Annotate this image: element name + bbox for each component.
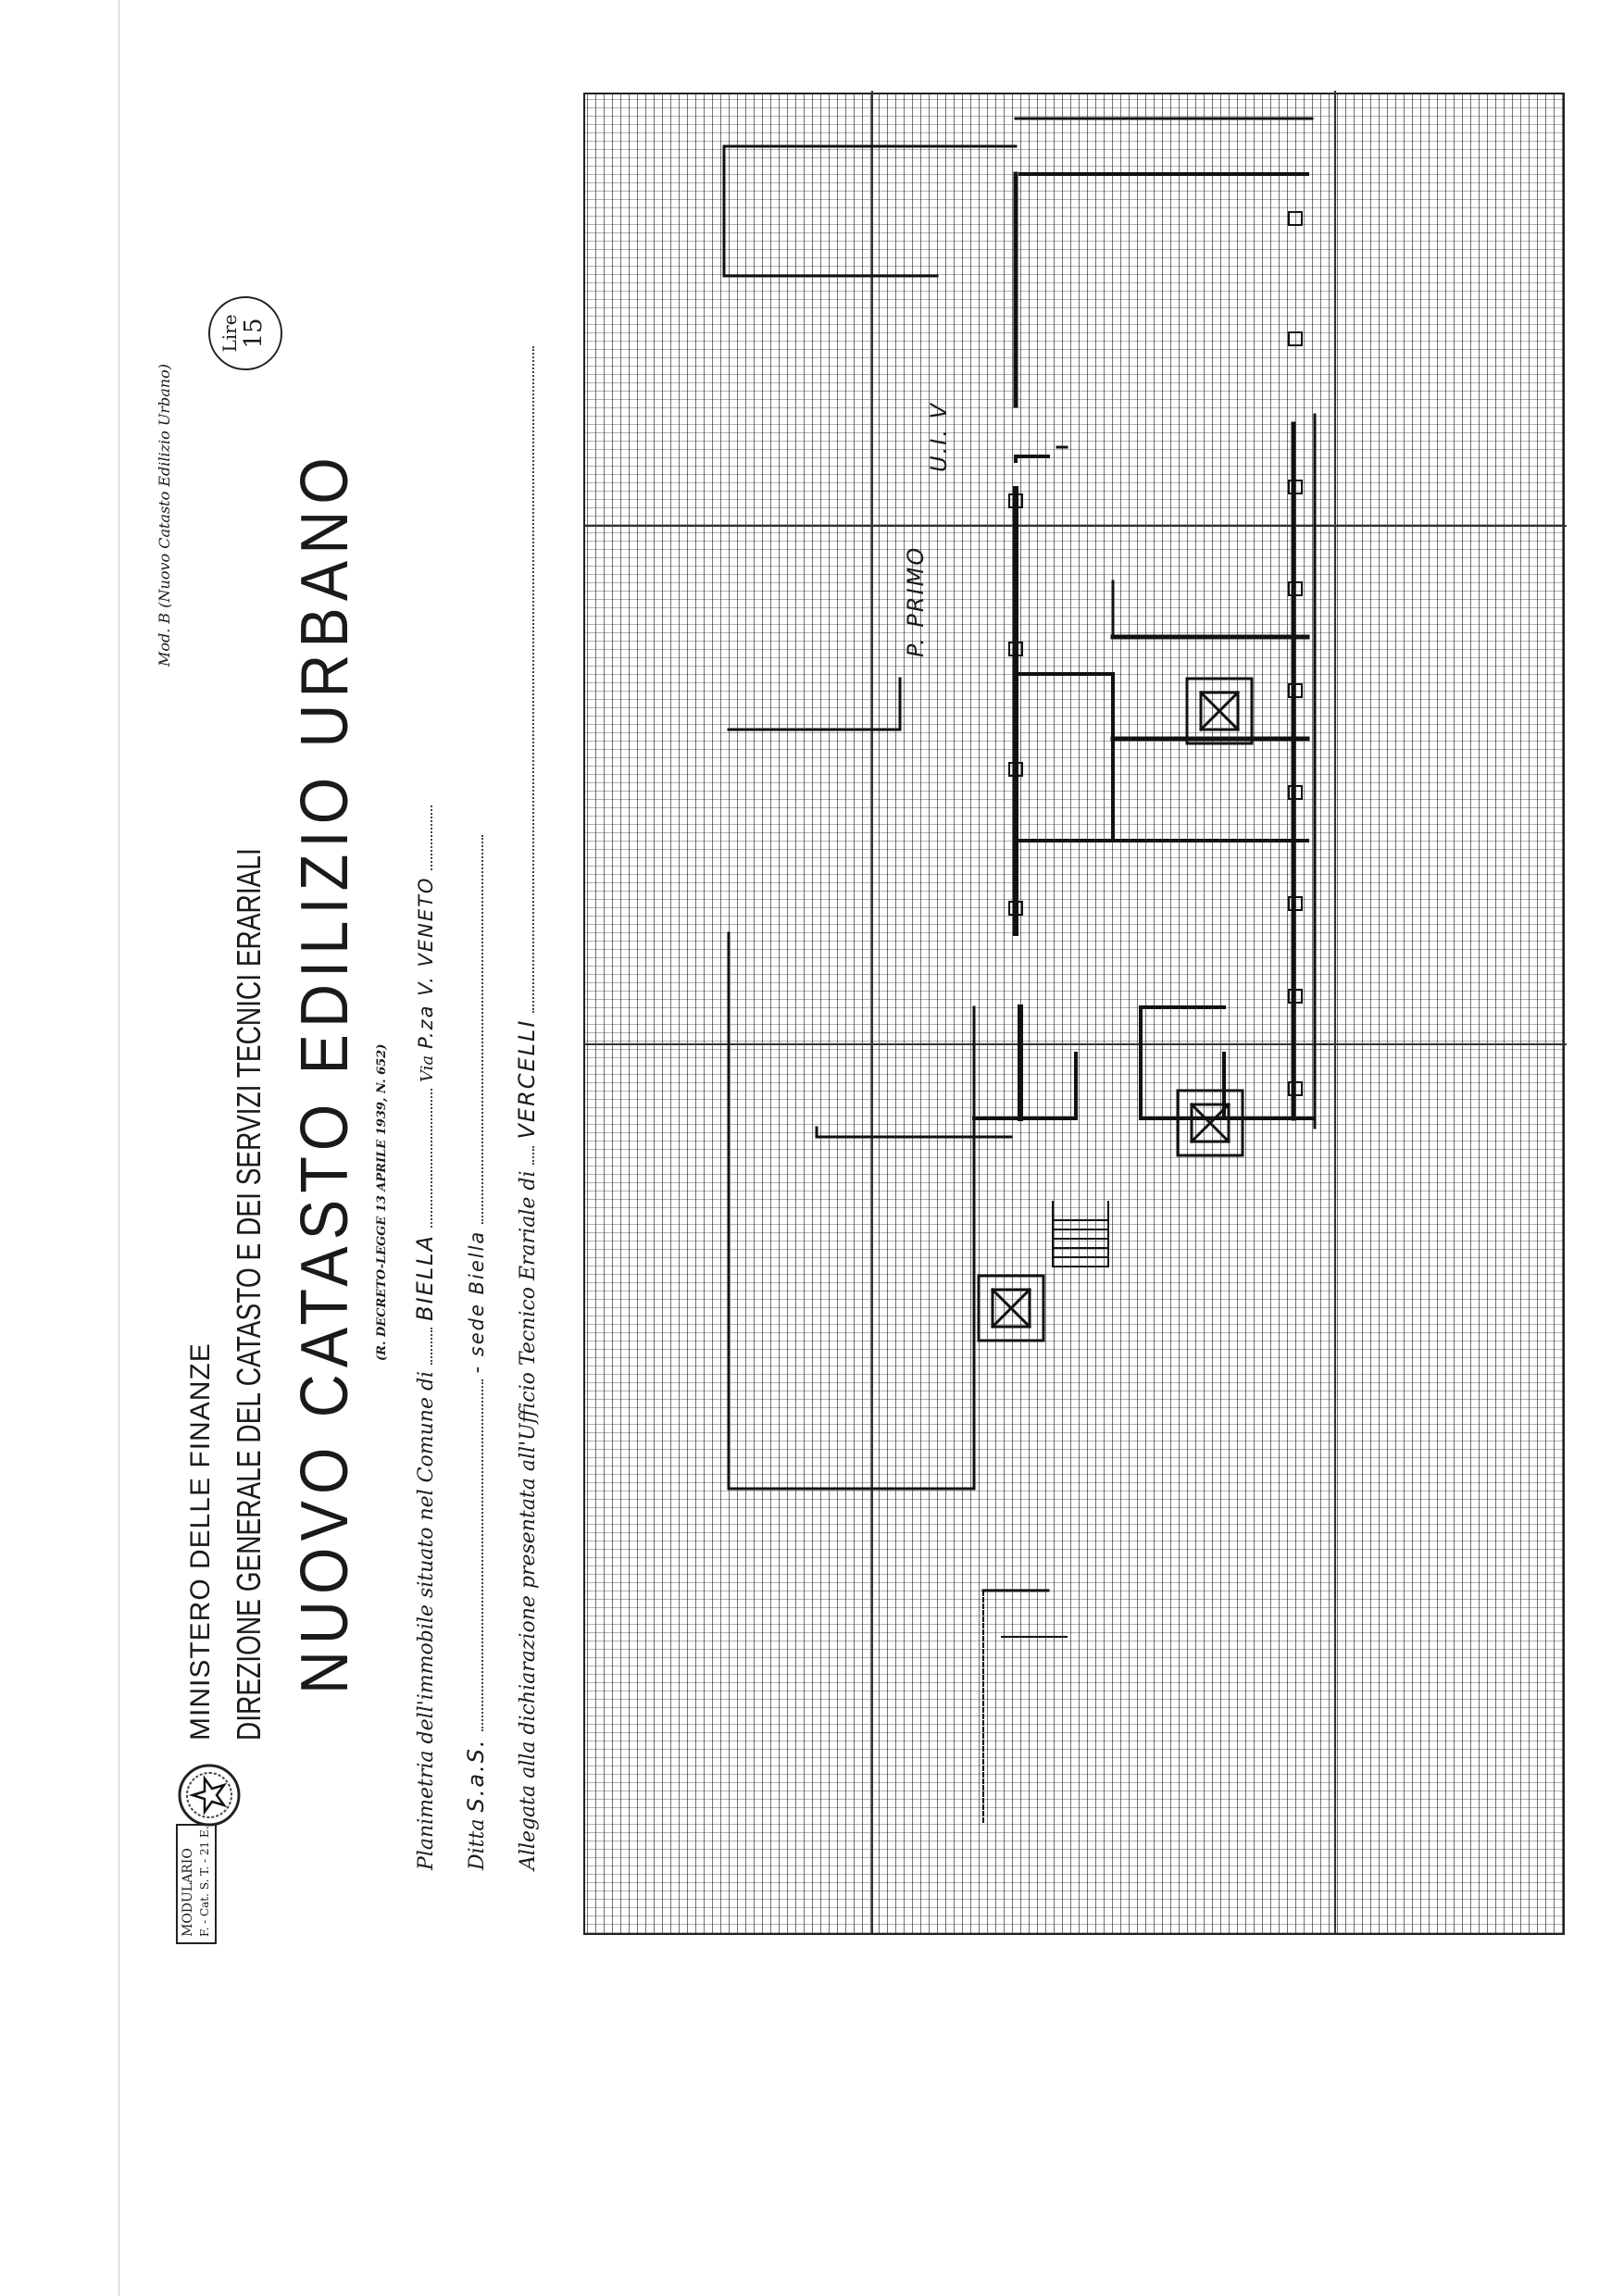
modulario-line1: MODULARIO [181,1848,195,1937]
unit-label: U.I. V [926,402,952,472]
floor-plan-drawing [585,91,1567,1933]
planimetria-row [412,805,438,1870]
via-value: P.za V. VENETO [415,876,437,1049]
planimetria-label: Planimetria dell'immobile situato nel Comune di [415,1370,438,1870]
republic-emblem-icon [176,1762,243,1828]
decreto-note: (R. DECRETO-LEGGE 13 APRILE 1939, N. 652) [375,1043,389,1361]
lire-value: 15 [240,318,268,349]
catasto-form [0,83,1611,1990]
modulario-box [176,1824,217,1944]
mod-b-label: Mod. B (Nuovo Catasto Edilizio Urbano) [156,364,173,667]
comune-value: BIELLA [412,1234,438,1321]
ditta-label: Ditta [466,1818,489,1870]
direzione-heading: DIREZIONE GENERALE DEL CATASTO E DEI SERVIZI TECNICI ERARIALI [230,848,268,1741]
floor-plan-grid [583,93,1565,1935]
lire-stamp [208,296,282,370]
ufficio-value: VERCELLI [514,1018,540,1140]
modulario-line2: F. - Cat. S. T. - 21 E. [198,1826,211,1937]
ministero-heading: MINISTERO DELLE FINANZE [185,1342,216,1741]
allegata-row [514,346,540,1870]
floor-label: P. PRIMO [903,545,929,657]
allegata-label: Allegata alla dichiarazione presentata all'Ufficio Tecnico Erariale di [517,1170,540,1870]
via-label: Via [418,1054,437,1083]
lire-label: Lire [219,314,241,353]
page-title: NUOVO CATASTO EDILIZIO URBANO [288,451,362,1694]
ditta-value: S.a.S. [463,1738,489,1813]
ditta-row [463,835,489,1870]
sede-value: - sede Biella [466,1229,488,1374]
